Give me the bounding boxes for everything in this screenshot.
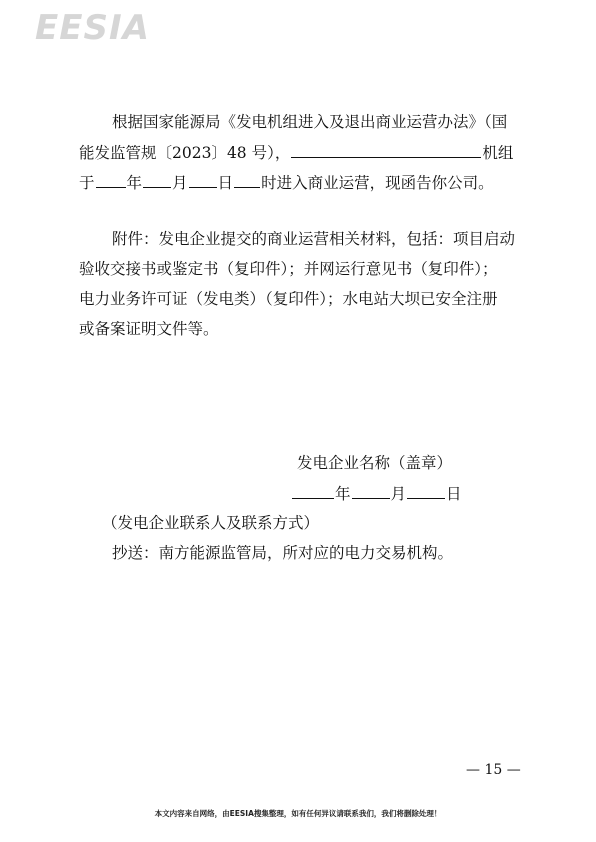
sign-month-label: 月 [390,485,407,503]
sign-day-blank[interactable] [407,484,445,499]
paragraph-line [79,143,513,163]
sign-year-label: 年 [335,485,351,503]
year-label: 年 [126,174,143,192]
eesia-logo: EESIA [35,8,150,48]
attachment-line: 附件：发电企业提交的商业运营相关材料，包括：项目启动 [112,230,516,248]
day-label: 日 [217,174,234,192]
sign-day-label: 日 [446,485,462,503]
cc-line: 抄送：南方能源监管局，所对应的电力交易机构。 [112,544,454,562]
signature-date [291,484,462,504]
paragraph-line [79,173,494,193]
month-label: 月 [172,174,188,192]
attachment-line: 或备案证明文件等。 [79,320,219,338]
year-blank[interactable] [96,173,126,188]
text-segment: 时进入商业运营，现函告你公司。 [261,174,494,192]
page-number: — 15 — [466,762,521,778]
unit-label: 机组 [482,144,514,162]
source-note: 本文内容来自网络，由EESIA搜集整理，如有任何异议请联系我们，我们将删除处理！ [154,809,442,818]
contact-info-label: （发电企业联系人及联系方式） [102,514,320,532]
regulation-ref: 能发监管规〔2023〕48 号）， [79,144,291,162]
month-blank[interactable] [143,173,171,188]
sign-month-blank[interactable] [352,484,390,499]
unit-name-blank[interactable] [291,143,481,158]
sign-year-blank[interactable] [292,484,334,499]
text-segment: 于 [79,174,95,192]
day-blank[interactable] [189,173,217,188]
attachment-line: 验收交接书或鉴定书（复印件）；并网运行意见书（复印件）； [79,260,498,278]
hour-blank[interactable] [234,173,260,188]
attachment-line: 电力业务许可证（发电类）（复印件）；水电站大坝已安全注册 [79,290,498,308]
company-seal-label: 发电企业名称（盖章） [297,454,453,472]
paragraph-line: 根据国家能源局《发电机组进入及退出商业运营办法》（国 [112,113,508,131]
